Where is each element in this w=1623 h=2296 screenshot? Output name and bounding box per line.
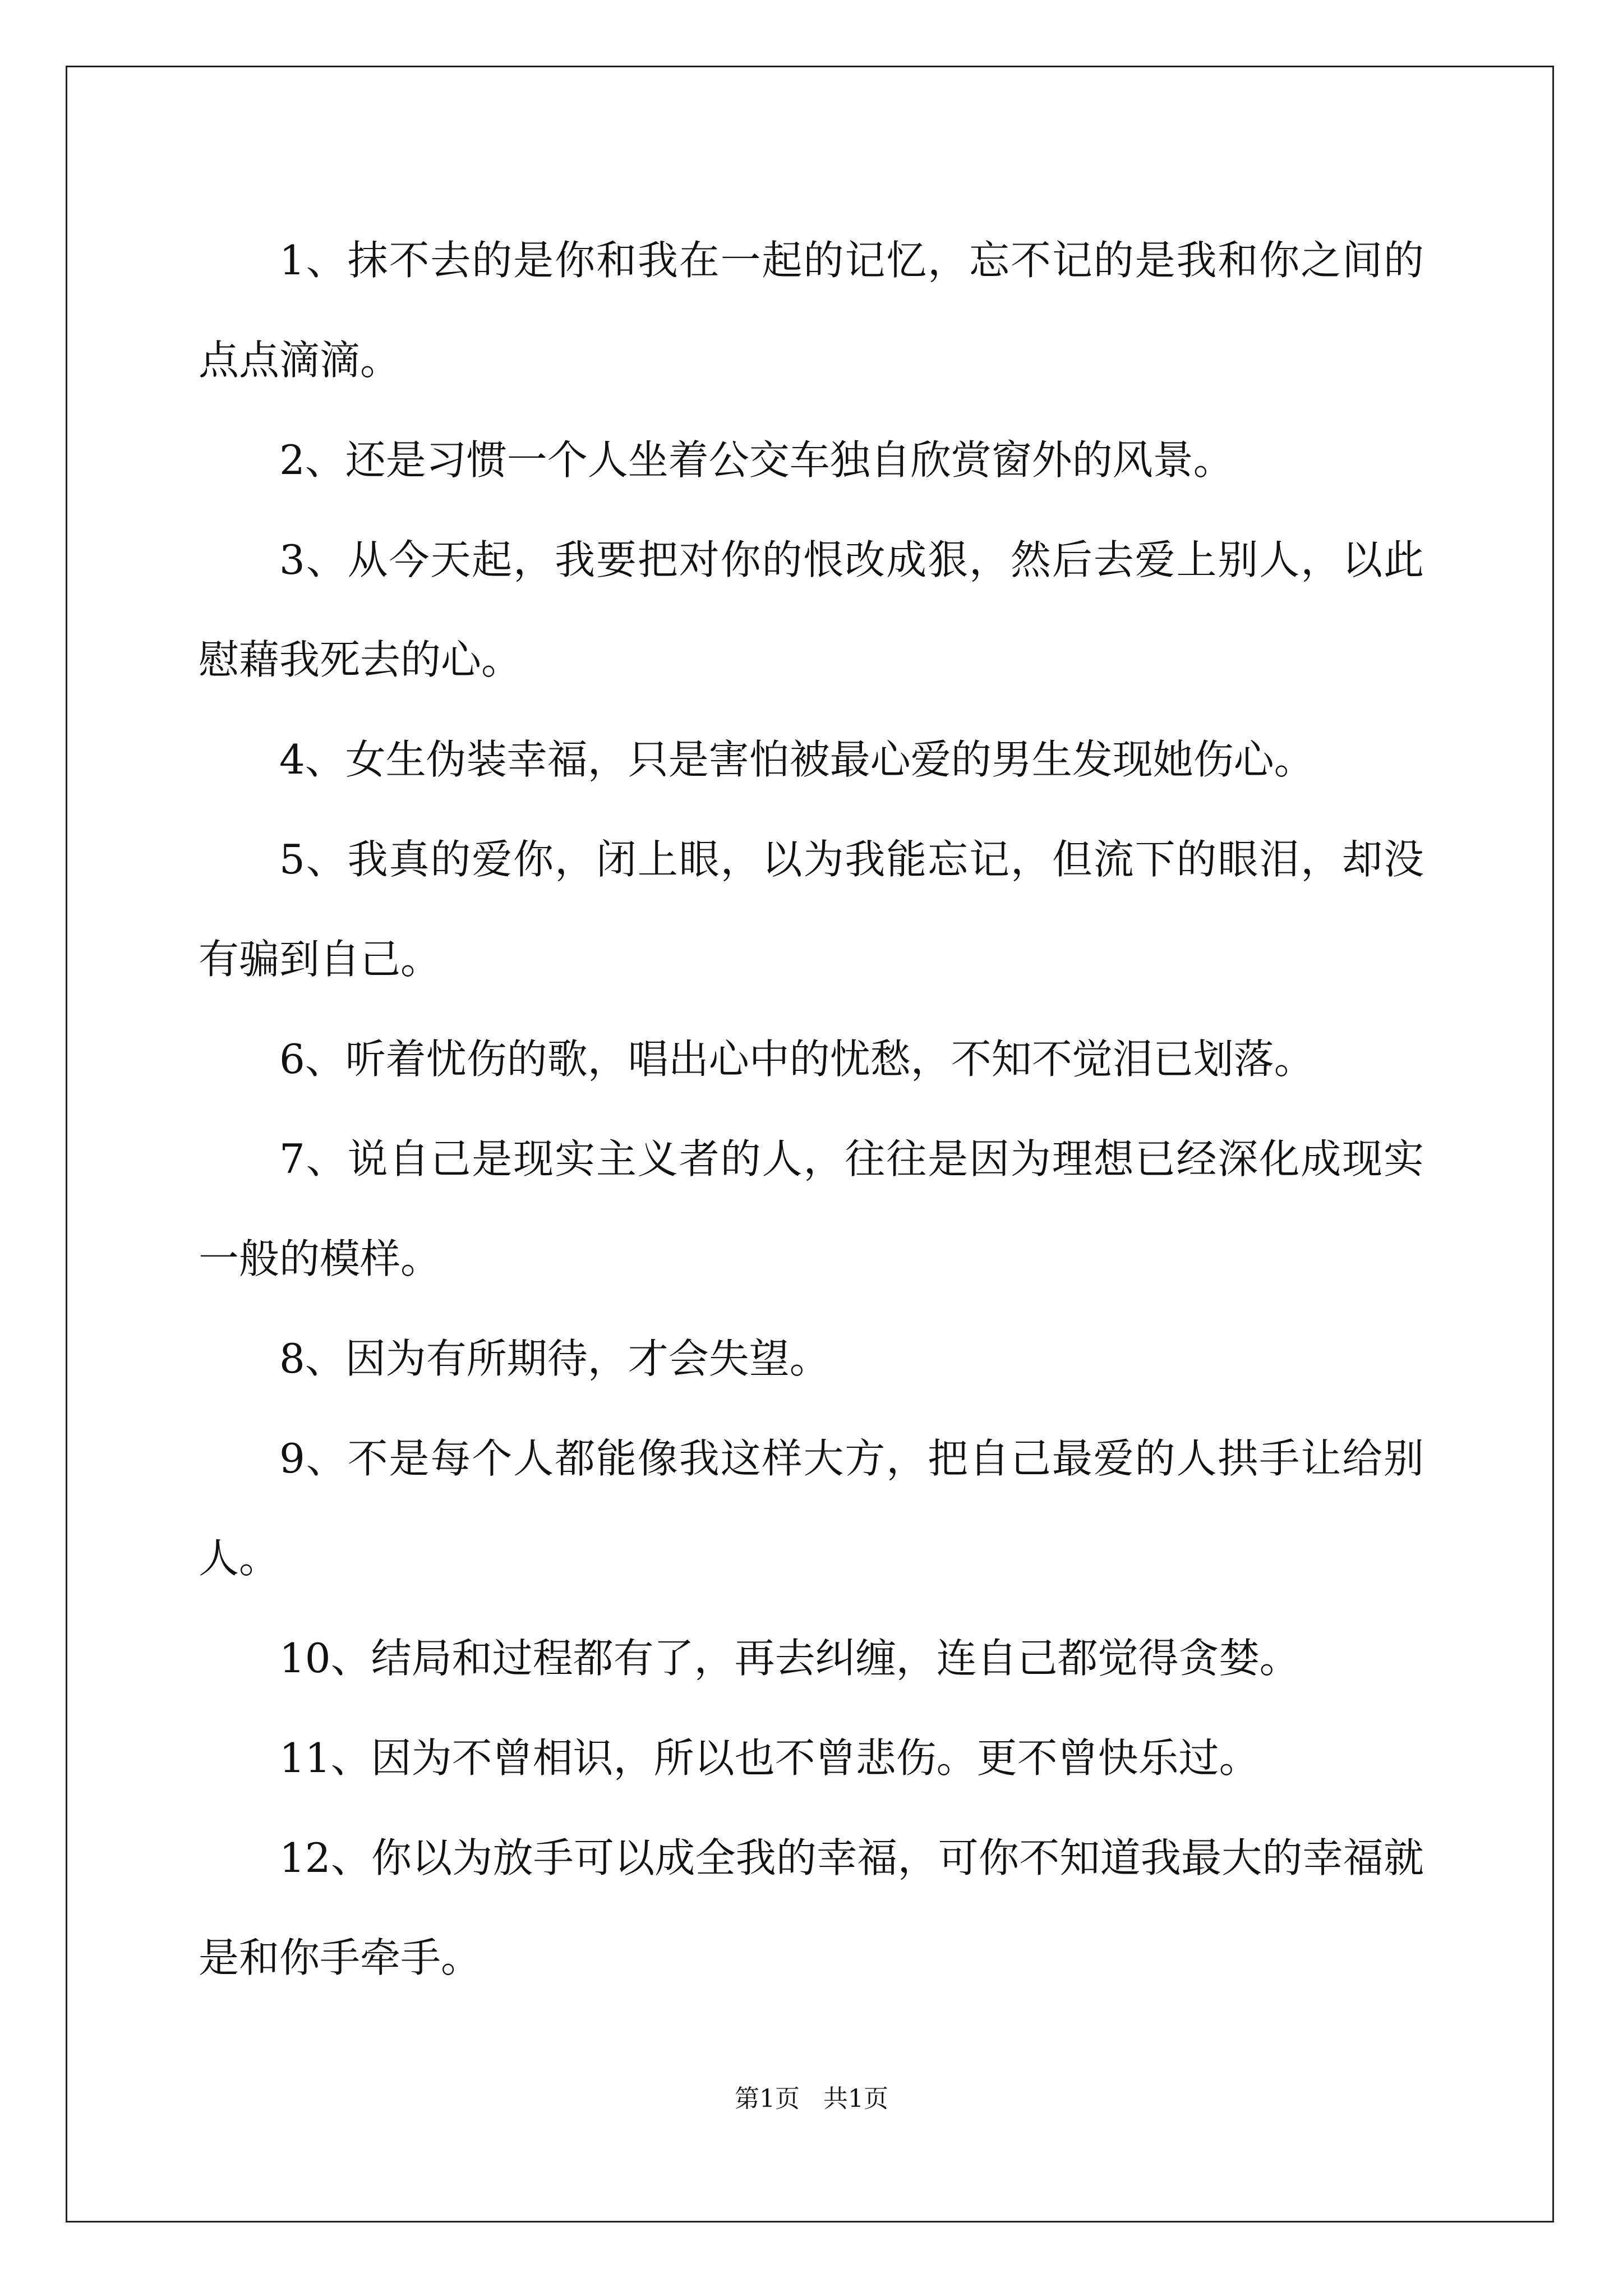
paragraph-1: 1、抹不去的是你和我在一起的记忆，忘不记的是我和你之间的点点滴滴。 [199,237,1424,384]
paragraph-9: 9、不是每个人都能像我这样大方，把自己最爱的人拱手让给别人。 [199,1435,1424,1582]
paragraph-4: 4、女生伪装幸福，只是害怕被最心爱的男生发现她伤心。 [279,736,1315,783]
paragraph-5: 5、我真的爱你，闭上眼，以为我能忘记，但流下的眼泪，却没有骗到自己。 [199,836,1424,983]
paragraph-12: 12、你以为放手可以成全我的幸福，可你不知道我最大的幸福就是和你手牵手。 [199,1834,1424,1981]
paragraph-7: 7、说自己是现实主义者的人，往往是因为理想已经深化成现实一般的模样。 [199,1135,1424,1282]
paragraph-3: 3、从今天起，我要把对你的恨改成狠，然后去爱上别人，以此慰藉我死去的心。 [199,536,1424,683]
paragraph-2: 2、还是习惯一个人坐着公交车独自欣赏窗外的风景。 [279,436,1234,484]
paragraph-8: 8、因为有所期待，才会失望。 [279,1335,830,1382]
paragraph-11: 11、因为不曾相识，所以也不曾悲伤。更不曾快乐过。 [279,1734,1260,1782]
paragraph-6: 6、听着忧伤的歌，唱出心中的忧愁，不知不觉泪已划落。 [279,1036,1315,1083]
paragraph-10: 10、结局和过程都有了，再去纠缠，连自己都觉得贪婪。 [279,1635,1300,1682]
page-number-footer: 第1页 共1页 [735,2085,888,2113]
document-body [199,210,1424,2008]
